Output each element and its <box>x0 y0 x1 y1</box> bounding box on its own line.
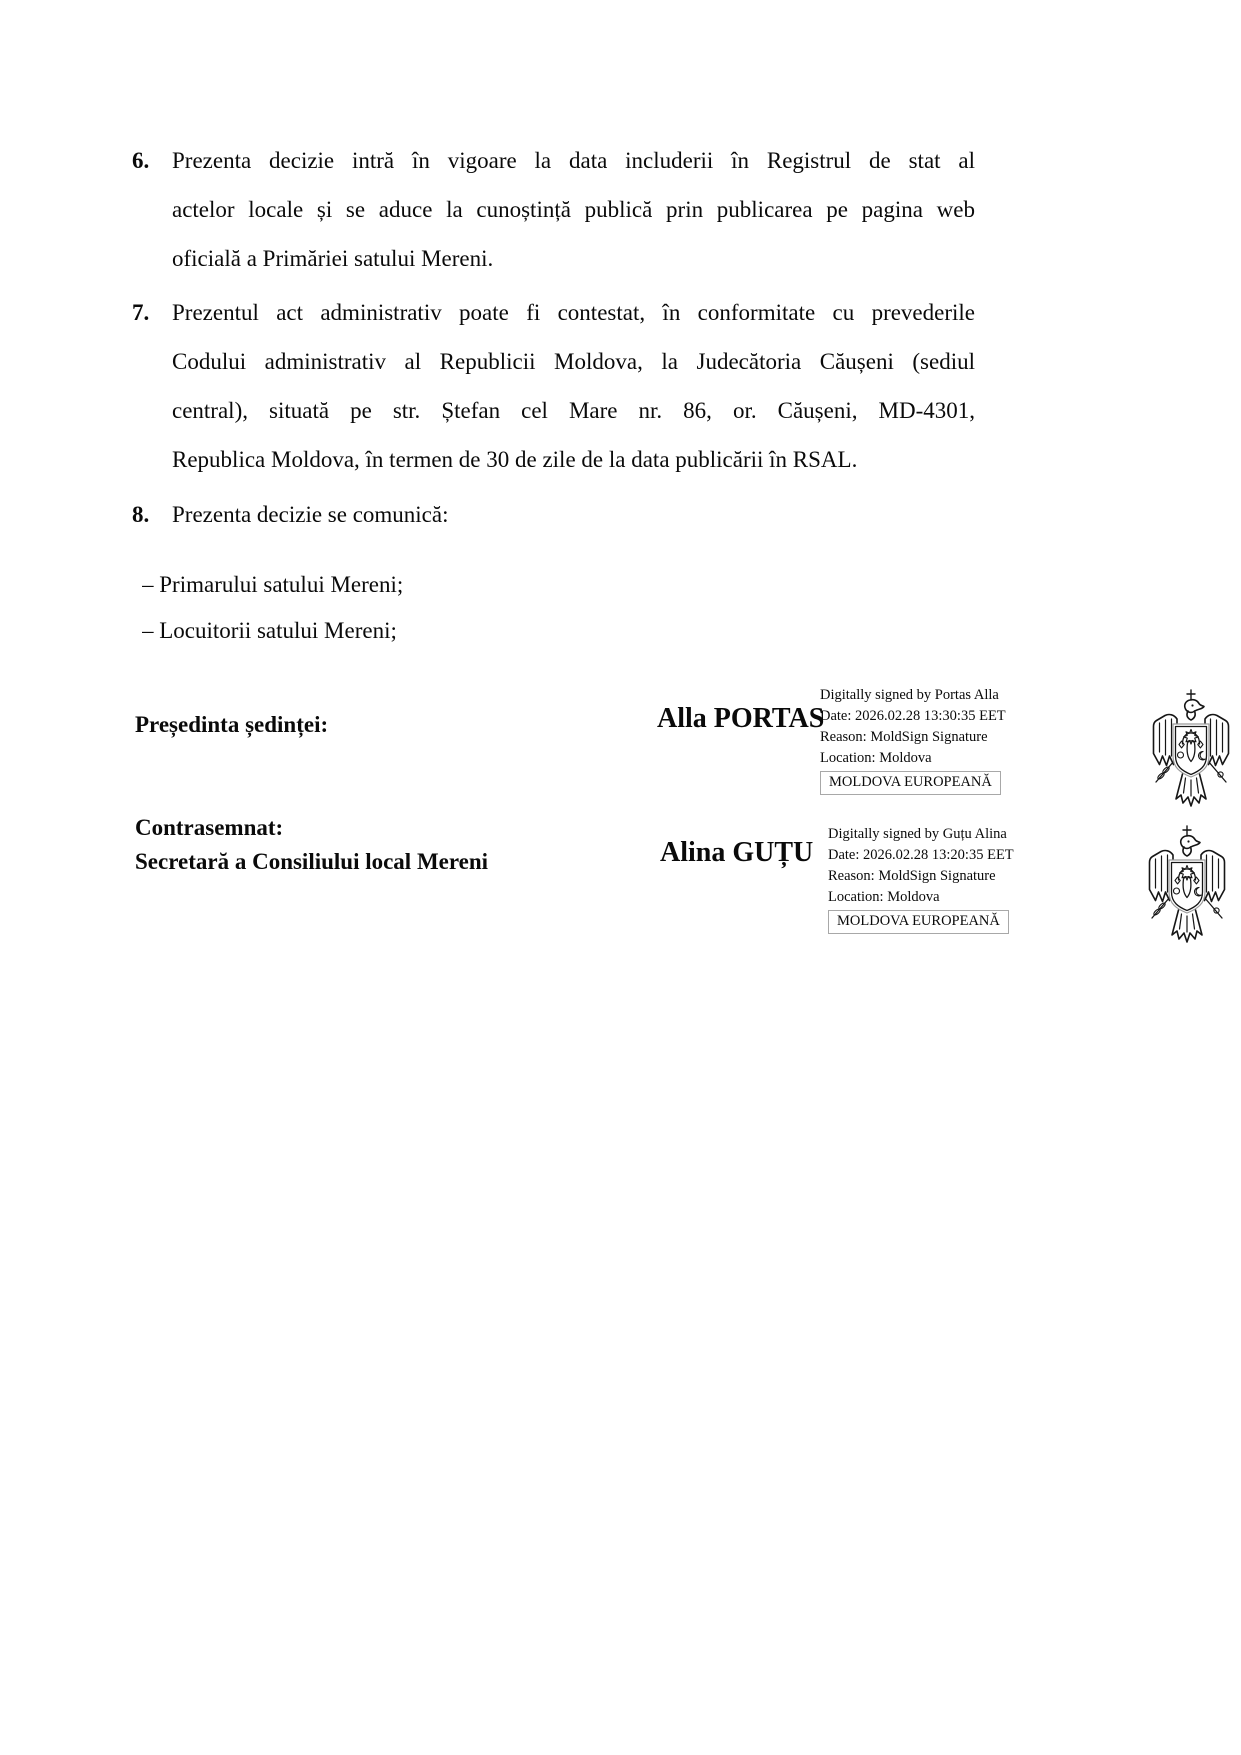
item-text-line: Codului administrativ al Republicii Moldova, la Judecătoria Căușeni (sediul <box>172 349 975 374</box>
role-label-president: Președinta ședinței: <box>135 712 329 737</box>
recipient-line: – Primarului satului Mereni; <box>142 572 404 597</box>
stamp-line: Location: Moldova <box>828 889 940 905</box>
digital-signature-stamp-gutu <box>828 824 1043 934</box>
stamp-line: Reason: MoldSign Signature <box>828 868 996 884</box>
signer-name-gutu: Alina GUȚU <box>660 837 814 868</box>
stamp-line: Digitally signed by Portas Alla <box>820 687 999 703</box>
secretary-title: Secretară a Consiliului local Mereni <box>135 849 489 874</box>
item-text-line: Republica Moldova, în termen de 30 de zile de la data publicării în RSAL. <box>172 447 858 472</box>
item-text-line: Prezentul act administrativ poate fi contestat, în conformitate cu prevederile <box>172 300 975 325</box>
digital-signature-stamp-portas <box>820 685 1035 795</box>
decision-item-8 <box>132 490 975 539</box>
item-number: 8. <box>132 502 150 527</box>
moldova-europeana-badge: MOLDOVA EUROPEANĂ <box>820 771 1001 795</box>
item-number: 7. <box>132 300 150 325</box>
countersigned-label: Contrasemnat: <box>135 815 284 840</box>
recipient-line: – Locuitorii satului Mereni; <box>142 618 397 643</box>
item-text-line: actelor locale și se aduce la cunoștință publică prin publicarea pe pagina web <box>172 197 975 222</box>
moldova-coat-of-arms-icon <box>1146 684 1236 810</box>
item-text-line: oficială a Primăriei satului Mereni. <box>172 246 494 271</box>
decision-items <box>132 136 975 539</box>
stamp-line: Date: 2026.02.28 13:20:35 EET <box>828 847 1014 863</box>
item-text-line: Prezenta decizie se comunică: <box>172 502 449 527</box>
moldova-coat-of-arms-icon <box>1142 822 1232 944</box>
stamp-line: Location: Moldova <box>820 750 932 766</box>
stamp-line: Date: 2026.02.28 13:30:35 EET <box>820 708 1006 724</box>
signer-name-portas: Alla PORTAS <box>657 703 825 734</box>
role-label-secretary <box>135 811 488 879</box>
item-text-line: Prezenta decizie intră în vigoare la data includerii în Registrul de stat al <box>172 148 975 173</box>
item-text-line: central), situată pe str. Ștefan cel Mare nr. 86, or. Căușeni, MD-4301, <box>172 398 975 423</box>
stamp-line: Reason: MoldSign Signature <box>820 729 988 745</box>
decision-item-7 <box>132 288 975 484</box>
stamp-line: Digitally signed by Guțu Alina <box>828 826 1007 842</box>
item-number: 6. <box>132 148 150 173</box>
recipients-list <box>142 562 403 654</box>
moldova-europeana-badge: MOLDOVA EUROPEANĂ <box>828 910 1009 934</box>
decision-item-6 <box>132 136 975 283</box>
